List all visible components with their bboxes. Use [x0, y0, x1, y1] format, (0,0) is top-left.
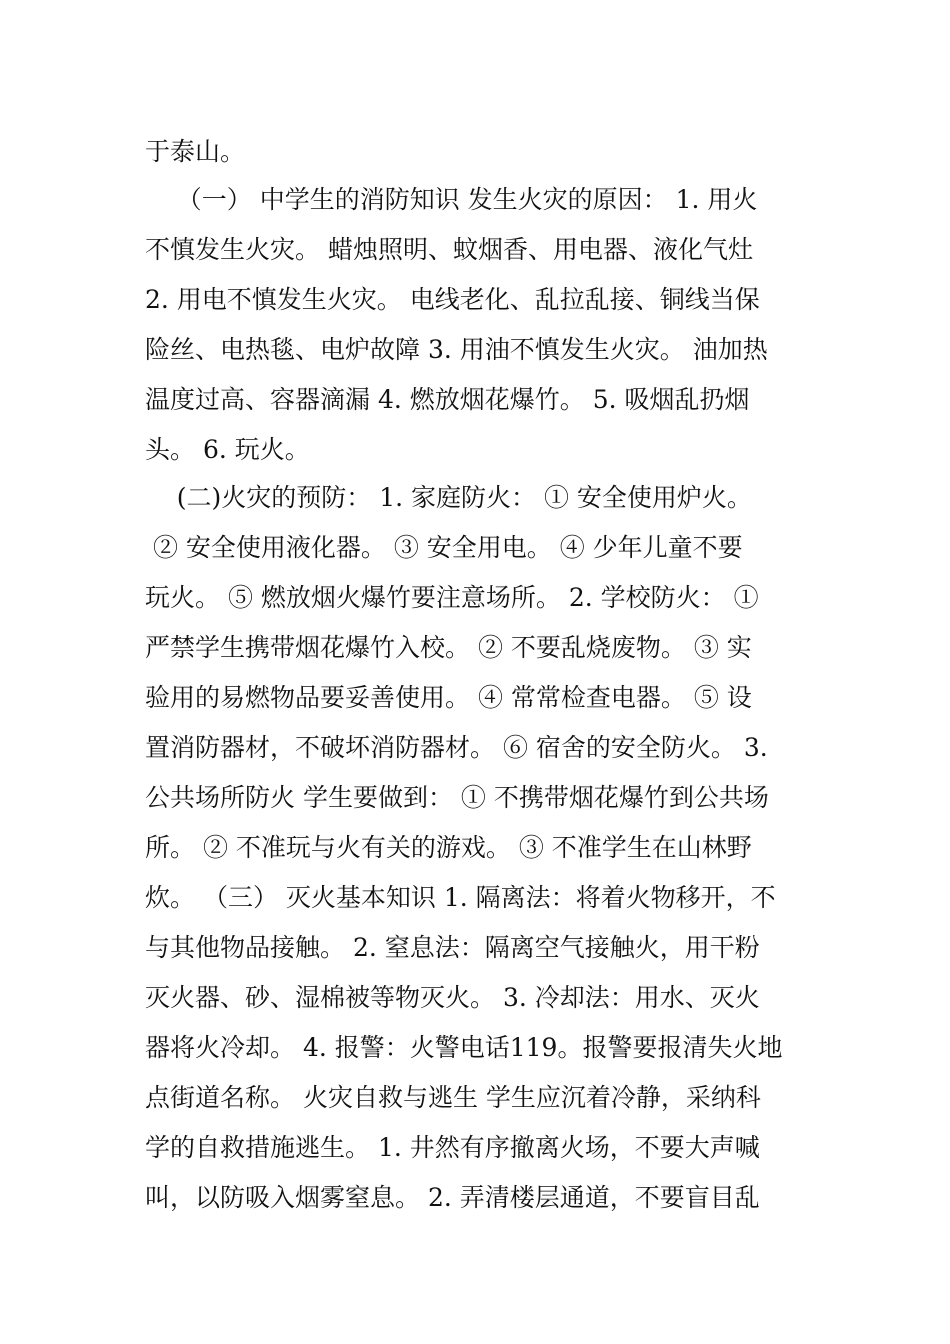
text-line: 验用的易燃物品要妥善使用。 ④ 常常检查电器。 ⑤ 设: [145, 683, 752, 712]
text-line: 叫，以防吸入烟雾窒息。 2. 弄清楼层通道，不要盲目乱: [145, 1183, 760, 1212]
text-line: 置消防器材，不破坏消防器材。 ⑥ 宿舍的安全防火。 3.: [145, 733, 768, 762]
text-line: 险丝、电热毯、电炉故障 3. 用油不慎发生火灾。 油加热: [145, 335, 768, 364]
text-line: 2. 用电不慎发生火灾。 电线老化、乱拉乱接、铜线当保: [145, 285, 760, 314]
text-line: 严禁学生携带烟花爆竹入校。 ② 不要乱烧废物。 ③ 实: [145, 633, 752, 662]
text-line: 所。 ② 不准玩与火有关的游戏。 ③ 不准学生在山林野: [145, 833, 752, 862]
text-line: 炊。 （三） 灭火基本知识 1. 隔离法：将着火物移开，不: [145, 883, 776, 912]
text-line: 点街道名称。 火灾自救与逃生 学生应沉着冷静，采纳科: [145, 1083, 761, 1112]
text-line: 公共场所防火 学生要做到： ① 不携带烟花爆竹到公共场: [145, 783, 769, 812]
text-line: 温度过高、容器滴漏 4. 燃放烟花爆竹。 5. 吸烟乱扔烟: [145, 385, 750, 414]
text-line: 器将火冷却。 4. 报警：火警电话119。报警要报清失火地: [145, 1033, 783, 1062]
text-line: 不慎发生火灾。 蜡烛照明、蚊烟香、用电器、液化气灶: [145, 235, 753, 264]
text-line: 玩火。 ⑤ 燃放烟火爆竹要注意场所。 2. 学校防火： ①: [145, 583, 759, 612]
text-line: ② 安全使用液化器。 ③ 安全用电。 ④ 少年儿童不要: [145, 533, 743, 562]
text-line: (二)火灾的预防： 1. 家庭防火： ① 安全使用炉火。: [145, 483, 752, 512]
text-line: 头。 6. 玩火。: [145, 435, 310, 464]
text-line: 灭火器、砂、湿棉被等物灭火。 3. 冷却法：用水、灭火: [145, 983, 760, 1012]
text-line: 学的自救措施逃生。 1. 井然有序撤离火场，不要大声喊: [145, 1133, 760, 1162]
text-line: 于泰山。: [145, 137, 246, 166]
text-line: （一） 中学生的消防知识 发生火灾的原因： 1. 用火: [145, 185, 758, 214]
text-line: 与其他物品接触。 2. 窒息法：隔离空气接触火，用干粉: [145, 933, 760, 962]
